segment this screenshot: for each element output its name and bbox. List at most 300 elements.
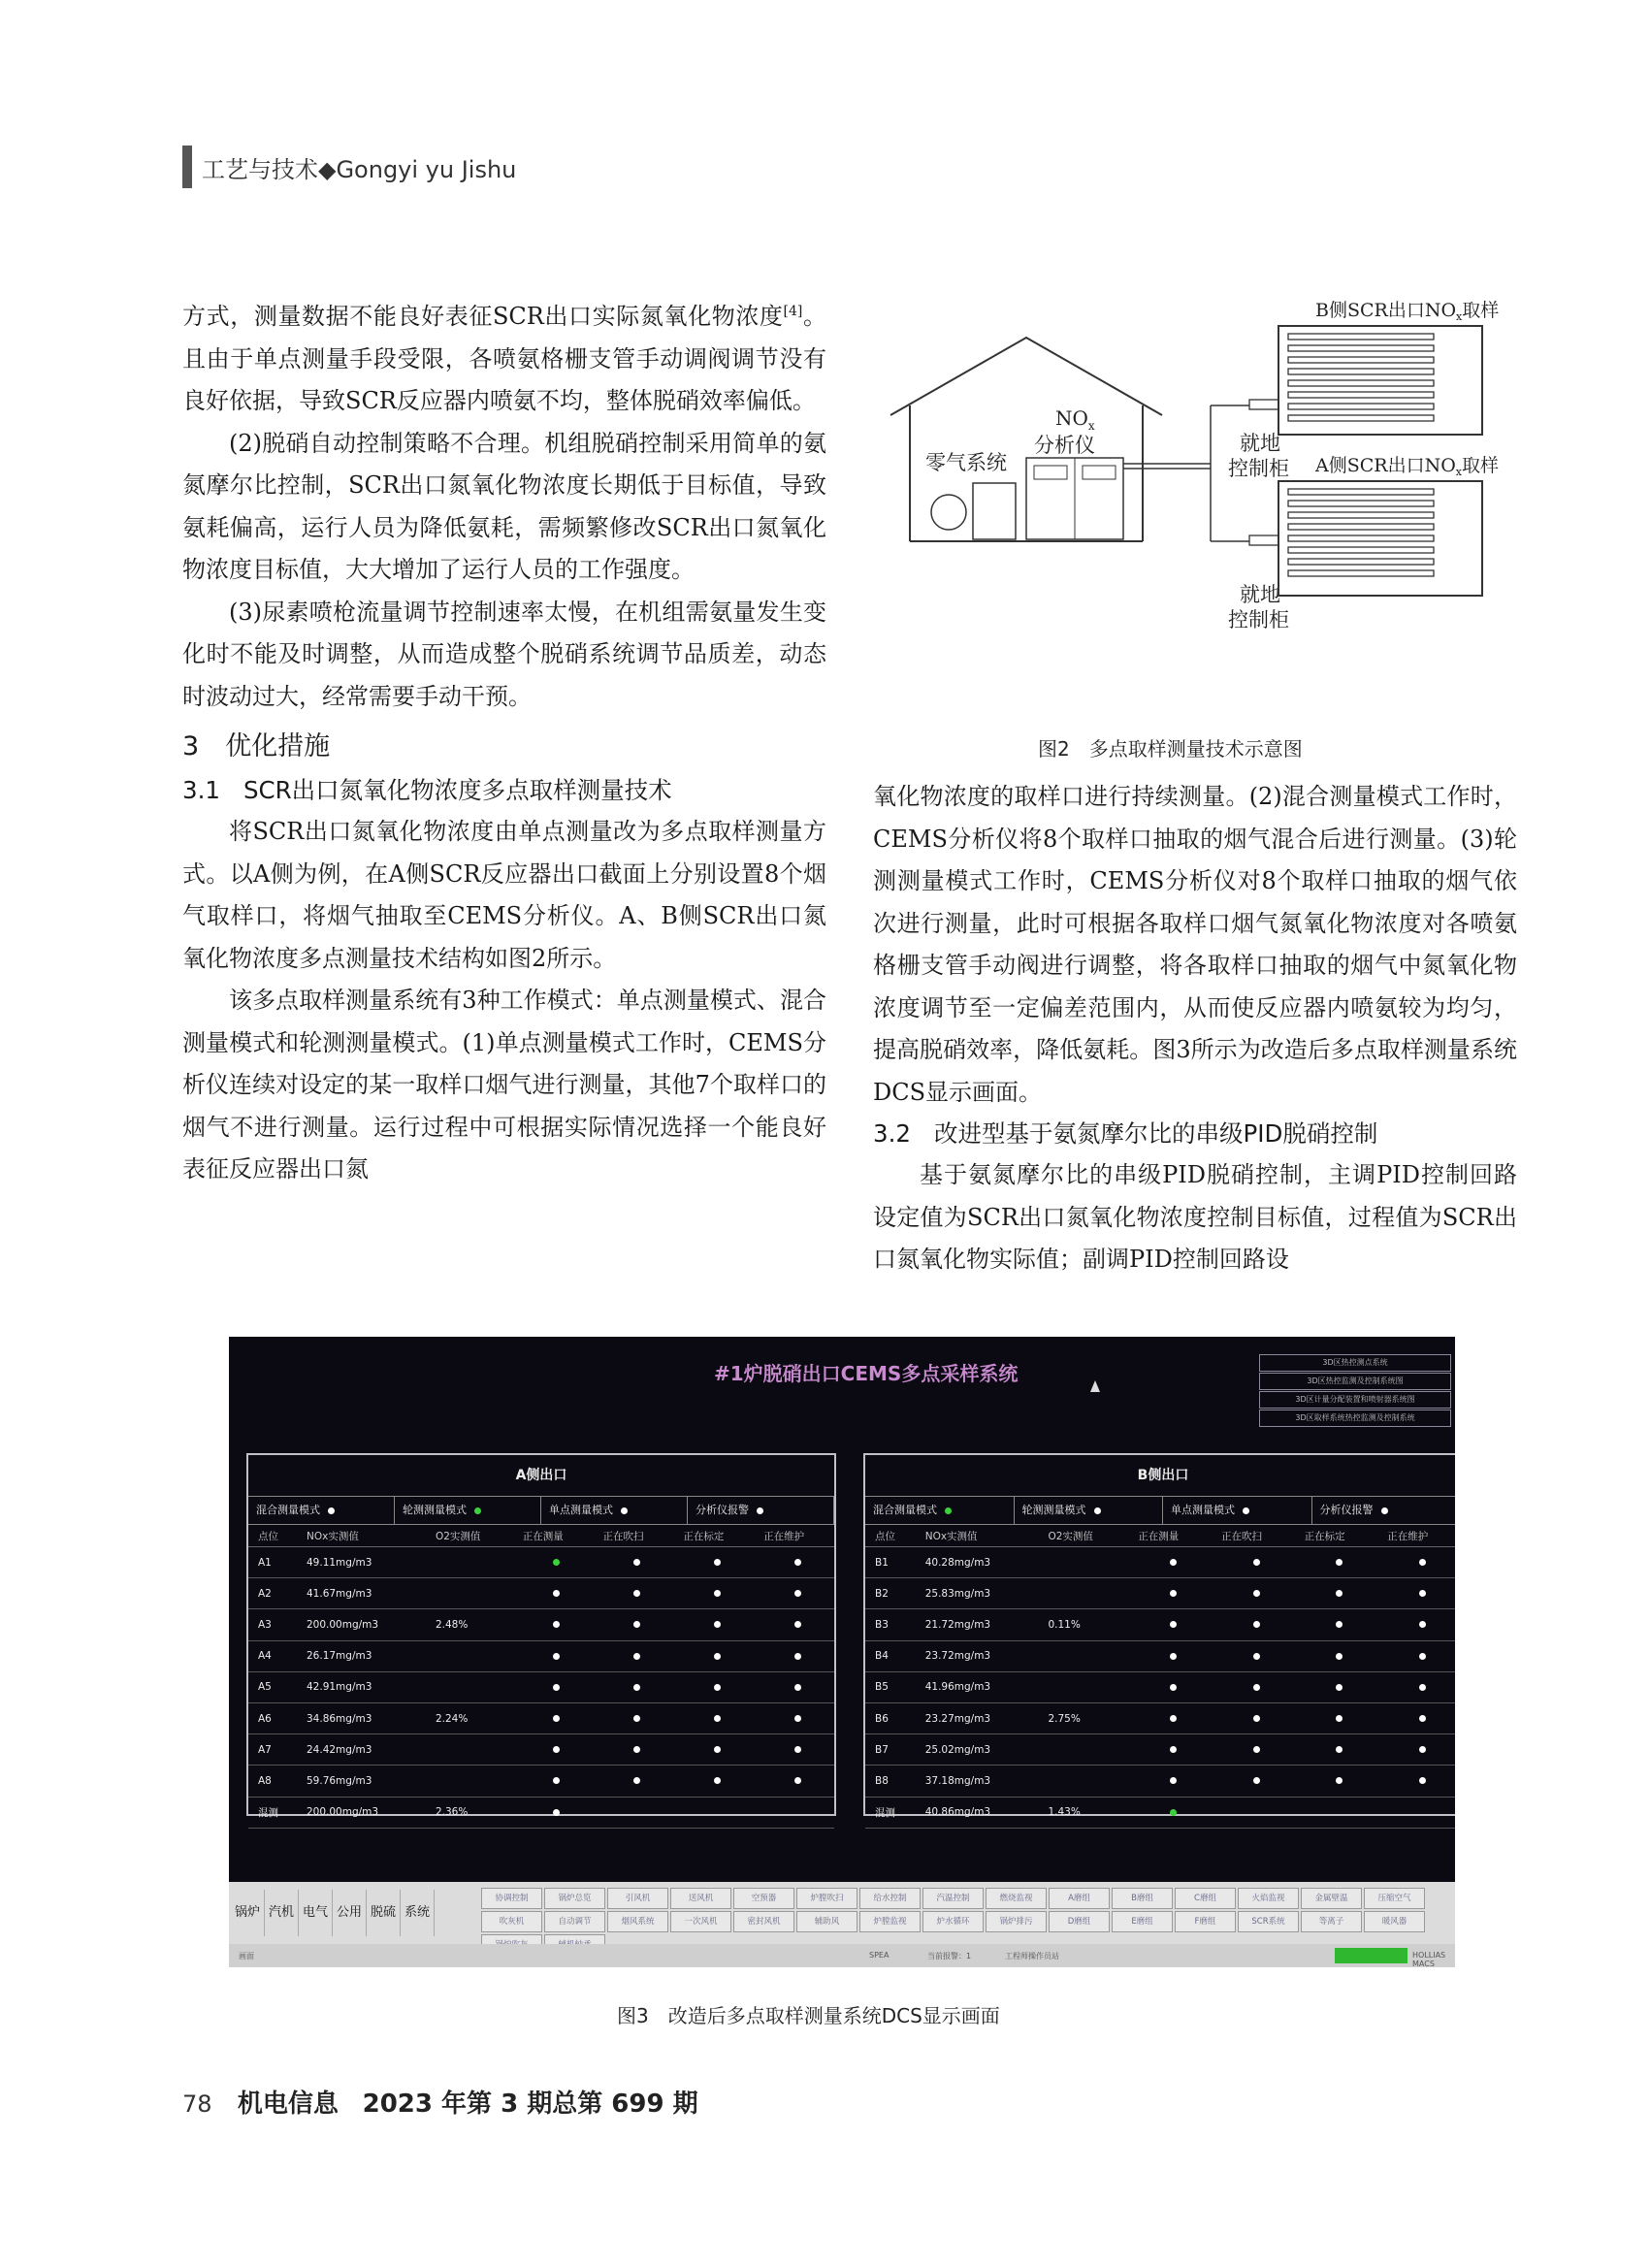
nox-value: 40.28mg/m3 bbox=[916, 1547, 1039, 1578]
nav-button[interactable]: 送风机 bbox=[670, 1888, 731, 1909]
nox-value: 59.76mg/m3 bbox=[297, 1766, 426, 1797]
column-header: NOx实测值 bbox=[297, 1525, 426, 1547]
status-cell bbox=[1128, 1609, 1212, 1640]
table-row bbox=[248, 1578, 834, 1609]
point-id: B2 bbox=[865, 1578, 916, 1609]
status-cell bbox=[673, 1702, 754, 1733]
status-dot bbox=[1336, 1653, 1343, 1660]
status-dot bbox=[553, 1715, 560, 1722]
status-bar bbox=[229, 1944, 1455, 1967]
o2-value bbox=[1038, 1547, 1128, 1578]
nav-button[interactable]: 锅炉排污 bbox=[986, 1911, 1047, 1932]
point-id: 混测 bbox=[248, 1797, 297, 1828]
status-cell bbox=[1295, 1609, 1378, 1640]
status-dot bbox=[1253, 1777, 1260, 1784]
system-button[interactable]: 公用 bbox=[333, 1890, 367, 1936]
status-cell bbox=[1295, 1734, 1378, 1766]
status-cell bbox=[673, 1640, 754, 1671]
status-cell bbox=[594, 1609, 674, 1640]
nav-button[interactable]: 汽温控制 bbox=[922, 1888, 984, 1909]
status-cell bbox=[673, 1547, 754, 1578]
status-cell bbox=[673, 1609, 754, 1640]
status-text: SPEA bbox=[869, 1951, 890, 1960]
paragraph: 该多点取样测量系统有3种工作模式：单点测量模式、混合测量模式和轮测测量模式。(1)单点测量模式工作时，CEMS分析仪连续对设定的某一取样口烟气进行测量，其他7个取样口的烟气不进行测量。运行过程中可根据实际情况选择一个能良好表征反应器出口氮 bbox=[182, 987, 826, 1183]
status-dot bbox=[794, 1559, 801, 1566]
nav-button[interactable]: SCR系统 bbox=[1238, 1911, 1299, 1932]
status-dot bbox=[1336, 1590, 1343, 1597]
page-footer bbox=[182, 2084, 698, 2120]
table-row bbox=[248, 1766, 834, 1797]
status-cell bbox=[1212, 1766, 1295, 1797]
status-cell bbox=[754, 1578, 834, 1609]
status-dot bbox=[794, 1746, 801, 1753]
nav-button[interactable]: 烟风系统 bbox=[607, 1911, 668, 1932]
status-cell bbox=[754, 1547, 834, 1578]
status-dot bbox=[1253, 1653, 1260, 1660]
panel-a bbox=[246, 1453, 836, 1819]
status-cell bbox=[754, 1734, 834, 1766]
status-cell bbox=[1212, 1671, 1295, 1702]
status-dot bbox=[1419, 1653, 1426, 1660]
status-cell bbox=[1295, 1578, 1378, 1609]
status-cell bbox=[513, 1702, 594, 1733]
nav-button[interactable]: E磨组 bbox=[1112, 1911, 1173, 1932]
status-dot bbox=[794, 1621, 801, 1628]
status-cell bbox=[673, 1797, 754, 1828]
status-dot bbox=[1170, 1621, 1177, 1628]
status-dot bbox=[714, 1746, 721, 1753]
system-button[interactable]: 脱硫 bbox=[367, 1890, 401, 1936]
menu-item[interactable]: 3D区热控测点系统 bbox=[1259, 1354, 1451, 1372]
o2-value: 1.43% bbox=[1038, 1797, 1128, 1828]
status-cell bbox=[594, 1578, 674, 1609]
status-dot bbox=[1419, 1559, 1426, 1566]
nox-value: 25.83mg/m3 bbox=[916, 1578, 1039, 1609]
status-cell bbox=[1295, 1797, 1378, 1828]
status-dot bbox=[714, 1559, 721, 1566]
status-dot bbox=[1253, 1590, 1260, 1597]
status-cell bbox=[594, 1797, 674, 1828]
table-row bbox=[865, 1671, 1455, 1702]
status-cell bbox=[1377, 1734, 1455, 1766]
status-indicator bbox=[1335, 1948, 1407, 1963]
analyzer-label: 分析仪 bbox=[1034, 434, 1095, 457]
nav-button[interactable]: 暖风器 bbox=[1364, 1911, 1425, 1932]
cabinet-label: 就地 bbox=[1240, 583, 1280, 606]
column-header: NOx实测值 bbox=[916, 1525, 1039, 1547]
running-header bbox=[182, 146, 516, 188]
nav-button[interactable]: 吹灰机 bbox=[481, 1911, 542, 1932]
status-text: HOLLIAS MACS bbox=[1412, 1951, 1446, 1967]
status-dot bbox=[553, 1653, 560, 1660]
nox-value: 23.72mg/m3 bbox=[916, 1640, 1039, 1671]
menu-item[interactable]: 3D区计量分配装置和喷射器系统图 bbox=[1259, 1391, 1451, 1409]
nav-button[interactable]: F磨组 bbox=[1175, 1911, 1236, 1932]
status-cell bbox=[1128, 1640, 1212, 1671]
nav-button[interactable]: 炉膛吹扫 bbox=[796, 1888, 857, 1909]
status-text: 工程师操作员站 bbox=[1005, 1952, 1059, 1960]
status-dot bbox=[1170, 1746, 1177, 1753]
status-dot bbox=[1419, 1746, 1426, 1753]
nav-button[interactable]: 压缩空气 bbox=[1364, 1888, 1425, 1909]
nav-button[interactable]: D磨组 bbox=[1049, 1911, 1110, 1932]
o2-value bbox=[1038, 1640, 1128, 1671]
citation: [4] bbox=[783, 304, 803, 319]
system-button[interactable]: 电气 bbox=[299, 1890, 333, 1936]
table-row bbox=[248, 1734, 834, 1766]
paragraph: (2)脱硝自动控制策略不合理。机组脱硝控制采用简单的氨氮摩尔比控制，SCR出口氮氧化物浓度长期低于目标值，导致氨耗偏高，运行人员为降低氨耗，需频繁修改SCR出口氮氧化物浓度目标值，大大增加了运行人员的工作强度。 bbox=[182, 429, 826, 583]
status-dot bbox=[633, 1746, 640, 1753]
status-dot-green bbox=[553, 1559, 560, 1566]
column-header: 正在标定 bbox=[673, 1525, 754, 1547]
status-dot bbox=[794, 1777, 801, 1784]
point-id: A3 bbox=[248, 1609, 297, 1640]
nav-button[interactable]: 引风机 bbox=[607, 1888, 668, 1909]
status-dot bbox=[553, 1590, 560, 1597]
status-dot bbox=[1170, 1684, 1177, 1691]
nox-value: 34.86mg/m3 bbox=[297, 1702, 426, 1733]
status-dot bbox=[714, 1653, 721, 1660]
status-cell bbox=[513, 1609, 594, 1640]
status-dot bbox=[633, 1559, 640, 1566]
status-dot bbox=[794, 1684, 801, 1691]
status-dot bbox=[633, 1653, 640, 1660]
o2-value bbox=[1038, 1734, 1128, 1766]
status-dot bbox=[553, 1621, 560, 1628]
column-header: 正在维护 bbox=[1377, 1525, 1455, 1547]
nav-button[interactable]: 空预器 bbox=[733, 1888, 794, 1909]
status-dot bbox=[1336, 1777, 1343, 1784]
status-dot bbox=[328, 1507, 335, 1514]
cabinet-label: 控制柜 bbox=[1228, 608, 1289, 632]
panel-title: A侧出口 bbox=[248, 1455, 834, 1497]
status-dot bbox=[1419, 1590, 1426, 1597]
point-id: B7 bbox=[865, 1734, 916, 1766]
status-dot bbox=[794, 1715, 801, 1722]
column-header: O2实测值 bbox=[426, 1525, 513, 1547]
text: 方式，测量数据不能良好表征SCR出口实际氮氧化物浓度 bbox=[182, 303, 784, 330]
status-cell bbox=[1128, 1671, 1212, 1702]
status-cell bbox=[754, 1609, 834, 1640]
section-heading-3-2 bbox=[873, 1114, 1517, 1154]
table-row bbox=[865, 1766, 1455, 1797]
status-dot bbox=[1336, 1621, 1343, 1628]
paragraph: 氧化物浓度的取样口进行持续测量。(2)混合测量模式工作时，CEMS分析仪将8个取样口抽取的烟气混合后进行测量。(3)轮测测量模式工作时，CEMS分析仪对8个取样口抽取的烟气依次进行测量，此时可根据各取样口烟气氮氧化物浓度对各喷氨格栅支管手动阀进行调整，将各取样口抽取的烟气中氮氧化物浓度调节至一定偏差范围内，从而使反应器内喷氨较为均匀，提高脱硝效率，降低氨耗。图3所示为改造后多点取样测量系统DCS显示画面。 bbox=[873, 783, 1517, 1106]
nav-button[interactable]: B磨组 bbox=[1112, 1888, 1173, 1909]
status-dot bbox=[714, 1684, 721, 1691]
status-cell bbox=[1128, 1734, 1212, 1766]
status-dot bbox=[1419, 1715, 1426, 1722]
point-id: A2 bbox=[248, 1578, 297, 1609]
nav-button[interactable]: 给水控制 bbox=[859, 1888, 921, 1909]
o2-value bbox=[426, 1734, 513, 1766]
status-dot bbox=[757, 1507, 763, 1514]
status-dot bbox=[1253, 1684, 1260, 1691]
status-cell bbox=[1377, 1609, 1455, 1640]
point-id: A8 bbox=[248, 1766, 297, 1797]
table-row bbox=[248, 1609, 834, 1640]
dcs-nav-bar bbox=[229, 1882, 1455, 1967]
mode-indicator[interactable]: 分析仪报警 bbox=[1312, 1497, 1456, 1524]
status-dot bbox=[1336, 1715, 1343, 1722]
status-dot bbox=[714, 1777, 721, 1784]
status-cell bbox=[513, 1766, 594, 1797]
status-cell bbox=[1295, 1640, 1378, 1671]
nav-button[interactable]: 辅助风 bbox=[796, 1911, 857, 1932]
status-dot bbox=[1170, 1559, 1177, 1566]
system-button[interactable]: 汽机 bbox=[265, 1890, 299, 1936]
nox-value: 41.67mg/m3 bbox=[297, 1578, 426, 1609]
menu-item[interactable]: 3D区热控监测及控制系统图 bbox=[1259, 1373, 1451, 1390]
nox-value: 23.27mg/m3 bbox=[916, 1702, 1039, 1733]
o2-value bbox=[426, 1640, 513, 1671]
column-header: 正在测量 bbox=[1128, 1525, 1212, 1547]
point-id: B6 bbox=[865, 1702, 916, 1733]
figure-2-diagram bbox=[881, 299, 1515, 710]
point-id: B4 bbox=[865, 1640, 916, 1671]
menu-item[interactable]: 3D区取样系统热控监测及控制系统 bbox=[1259, 1409, 1451, 1427]
status-dot bbox=[1253, 1746, 1260, 1753]
status-cell bbox=[1295, 1702, 1378, 1733]
nav-button[interactable]: 一次风机 bbox=[670, 1911, 731, 1932]
dcs-menu bbox=[1259, 1354, 1451, 1428]
status-dot bbox=[1381, 1507, 1388, 1514]
b-side-label: B侧SCR出口$NO_x$取样 bbox=[1315, 300, 1500, 323]
nav-button[interactable]: 等离子 bbox=[1301, 1911, 1362, 1932]
column-header: 正在吹扫 bbox=[1212, 1525, 1295, 1547]
mode-indicator[interactable]: 单点测量模式 bbox=[541, 1497, 688, 1524]
paragraph: 将SCR出口氮氧化物浓度由单点测量改为多点取样测量方式。以A侧为例，在A侧SCR反应器出口截面上分别设置8个烟气取样口，将烟气抽取至CEMS分析仪。A、B侧SCR出口氮氧化物浓度多点测量技术结构如图2所示。 bbox=[182, 818, 826, 972]
nav-button[interactable]: 锅炉总览 bbox=[544, 1888, 605, 1909]
o2-value bbox=[426, 1671, 513, 1702]
column-header: 点位 bbox=[865, 1525, 916, 1547]
nav-button[interactable]: 协调控制 bbox=[481, 1888, 542, 1909]
panel-b bbox=[863, 1453, 1455, 1819]
figure-3-caption: 图3 改造后多点取样测量系统DCS显示画面 bbox=[617, 2004, 1000, 2027]
nav-button[interactable]: A磨组 bbox=[1049, 1888, 1110, 1909]
status-cell bbox=[1128, 1547, 1212, 1578]
nav-button[interactable]: 炉水循环 bbox=[922, 1911, 984, 1932]
status-dot bbox=[1094, 1507, 1101, 1514]
status-cell bbox=[513, 1640, 594, 1671]
mode-row bbox=[865, 1497, 1455, 1525]
section-number: 3.1 bbox=[182, 776, 220, 804]
table-row bbox=[248, 1797, 834, 1828]
status-cell bbox=[513, 1734, 594, 1766]
figure-2 bbox=[881, 299, 1515, 710]
status-cell bbox=[673, 1766, 754, 1797]
status-dot bbox=[1336, 1559, 1343, 1566]
system-buttons bbox=[231, 1890, 435, 1936]
status-dot bbox=[633, 1684, 640, 1691]
nox-value: 42.91mg/m3 bbox=[297, 1671, 426, 1702]
mode-indicator[interactable]: 分析仪报警 bbox=[688, 1497, 834, 1524]
status-dot bbox=[794, 1653, 801, 1660]
status-cell bbox=[594, 1734, 674, 1766]
status-cell bbox=[1212, 1578, 1295, 1609]
status-dot bbox=[553, 1684, 560, 1691]
status-cell bbox=[754, 1640, 834, 1671]
status-dot bbox=[1170, 1590, 1177, 1597]
status-cell bbox=[513, 1547, 594, 1578]
nox-label: $NO_x$ bbox=[1055, 406, 1095, 433]
header-bar bbox=[182, 146, 192, 188]
column-header: O2实测值 bbox=[1038, 1525, 1128, 1547]
column-header: 正在测量 bbox=[513, 1525, 594, 1547]
text: 。且由于单点测量手段受限，各喷氨格栅支管手动调阀调节没有良好依据，导致SCR反应器内喷氨不均，整体脱硝效率偏低。 bbox=[182, 303, 827, 414]
status-dot bbox=[1419, 1684, 1426, 1691]
status-cell bbox=[1128, 1702, 1212, 1733]
status-dot bbox=[1170, 1715, 1177, 1722]
header-text: 工艺与技术◆Gongyi yu Jishu bbox=[202, 155, 517, 183]
status-cell bbox=[513, 1671, 594, 1702]
status-cell bbox=[1295, 1671, 1378, 1702]
o2-value bbox=[426, 1766, 513, 1797]
nox-value: 49.11mg/m3 bbox=[297, 1547, 426, 1578]
status-cell bbox=[754, 1766, 834, 1797]
mode-indicator[interactable]: 混合测量模式 bbox=[865, 1497, 1015, 1524]
status-cell bbox=[1377, 1640, 1455, 1671]
o2-value: 2.48% bbox=[426, 1609, 513, 1640]
point-id: 混测 bbox=[865, 1797, 916, 1828]
journal-name: 机电信息 bbox=[237, 2090, 339, 2119]
status-cell bbox=[754, 1702, 834, 1733]
status-cell bbox=[513, 1578, 594, 1609]
nav-button[interactable]: 炉膛监视 bbox=[859, 1911, 921, 1932]
data-table bbox=[865, 1525, 1455, 1829]
table-row bbox=[865, 1640, 1455, 1671]
nox-value: 24.42mg/m3 bbox=[297, 1734, 426, 1766]
status-cell bbox=[513, 1797, 594, 1828]
nav-button[interactable]: 燃烧监视 bbox=[986, 1888, 1047, 1909]
table-row bbox=[865, 1609, 1455, 1640]
paragraph: (3)尿素喷枪流量调节控制速率太慢，在机组需氨量发生变化时不能及时调整，从而造成整个脱硝系统调节品质差，动态时波动过大，经常需要手动干预。 bbox=[182, 598, 826, 710]
nox-value: 200.00mg/m3 bbox=[297, 1797, 426, 1828]
mode-indicator[interactable]: 混合测量模式 bbox=[248, 1497, 395, 1524]
nox-value: 200.00mg/m3 bbox=[297, 1609, 426, 1640]
nox-value: 25.02mg/m3 bbox=[916, 1734, 1039, 1766]
status-cell bbox=[1212, 1797, 1295, 1828]
section-number: 3.2 bbox=[873, 1119, 911, 1148]
dcs-title: #1炉脱硝出口CEMS多点采样系统 bbox=[714, 1362, 1019, 1385]
status-cell bbox=[1377, 1671, 1455, 1702]
nox-value: 40.86mg/m3 bbox=[916, 1797, 1039, 1828]
o2-value bbox=[1038, 1671, 1128, 1702]
status-dot-green bbox=[1170, 1809, 1177, 1816]
status-dot bbox=[553, 1746, 560, 1753]
nav-button[interactable]: C磨组 bbox=[1175, 1888, 1236, 1909]
data-table bbox=[248, 1525, 834, 1829]
status-cell bbox=[673, 1734, 754, 1766]
status-cell bbox=[594, 1640, 674, 1671]
page-number: 78 bbox=[182, 2090, 212, 2118]
status-cell bbox=[1128, 1766, 1212, 1797]
o2-value: 0.11% bbox=[1038, 1609, 1128, 1640]
point-id: A1 bbox=[248, 1547, 297, 1578]
status-dot bbox=[1243, 1507, 1249, 1514]
section-heading-3: 3 优化措施 bbox=[182, 731, 331, 761]
table-row bbox=[865, 1797, 1455, 1828]
status-dot bbox=[1170, 1777, 1177, 1784]
table-row bbox=[865, 1734, 1455, 1766]
mode-indicator[interactable]: 轮测测量模式 bbox=[1015, 1497, 1164, 1524]
nav-button[interactable]: 金属壁温 bbox=[1301, 1888, 1362, 1909]
paragraph: 基于氨氮摩尔比的串级PID脱硝控制，主调PID控制回路设定值为SCR出口氮氧化物浓度控制目标值，过程值为SCR出口氮氧化物实际值；副调PID控制回路设 bbox=[873, 1161, 1517, 1273]
column-header: 正在吹扫 bbox=[594, 1525, 674, 1547]
status-cell bbox=[1212, 1640, 1295, 1671]
system-button[interactable]: 系统 bbox=[401, 1890, 435, 1936]
point-id: A4 bbox=[248, 1640, 297, 1671]
status-cell bbox=[1212, 1734, 1295, 1766]
mode-indicator[interactable]: 轮测测量模式 bbox=[395, 1497, 541, 1524]
cabinet-label: 就地 bbox=[1240, 432, 1280, 455]
status-cell bbox=[754, 1797, 834, 1828]
mouse-cursor-icon bbox=[1090, 1380, 1100, 1392]
nox-value: 26.17mg/m3 bbox=[297, 1640, 426, 1671]
section-title: 改进型基于氨氮摩尔比的串级PID脱硝控制 bbox=[933, 1119, 1378, 1148]
status-dot bbox=[1336, 1746, 1343, 1753]
status-dot bbox=[1419, 1621, 1426, 1628]
nav-button[interactable]: 自动调节 bbox=[544, 1911, 605, 1932]
status-cell bbox=[1377, 1702, 1455, 1733]
status-text: 当前报警：1 bbox=[927, 1952, 972, 1960]
table-row bbox=[865, 1702, 1455, 1733]
status-dot bbox=[621, 1507, 628, 1514]
point-id: B8 bbox=[865, 1766, 916, 1797]
status-cell bbox=[594, 1671, 674, 1702]
o2-value: 2.36% bbox=[426, 1797, 513, 1828]
status-cell bbox=[1377, 1547, 1455, 1578]
status-dot bbox=[633, 1715, 640, 1722]
nox-value: 41.96mg/m3 bbox=[916, 1671, 1039, 1702]
paragraph bbox=[182, 291, 826, 423]
table-row bbox=[248, 1702, 834, 1733]
status-dot-green bbox=[474, 1507, 481, 1514]
o2-value bbox=[1038, 1766, 1128, 1797]
column-header: 正在维护 bbox=[754, 1525, 834, 1547]
o2-value bbox=[1038, 1578, 1128, 1609]
status-cell bbox=[1295, 1766, 1378, 1797]
nav-button[interactable]: 密封风机 bbox=[733, 1911, 794, 1932]
status-dot-green bbox=[945, 1507, 952, 1514]
nox-value: 21.72mg/m3 bbox=[916, 1609, 1039, 1640]
point-id: B3 bbox=[865, 1609, 916, 1640]
system-button[interactable]: 锅炉 bbox=[231, 1890, 265, 1936]
cabinet-label: 控制柜 bbox=[1228, 457, 1289, 480]
table-row bbox=[865, 1578, 1455, 1609]
panel-title: B侧出口 bbox=[865, 1455, 1455, 1497]
column-header: 点位 bbox=[248, 1525, 297, 1547]
point-id: B1 bbox=[865, 1547, 916, 1578]
figure-2-caption: 图2 多点取样测量技术示意图 bbox=[1038, 737, 1303, 761]
status-cell bbox=[1128, 1578, 1212, 1609]
nav-button[interactable]: 火焰监视 bbox=[1238, 1888, 1299, 1909]
point-id: A5 bbox=[248, 1671, 297, 1702]
nox-value: 37.18mg/m3 bbox=[916, 1766, 1039, 1797]
section-title: SCR出口氮氧化物浓度多点取样测量技术 bbox=[243, 776, 672, 804]
table-row bbox=[248, 1671, 834, 1702]
point-id: A6 bbox=[248, 1702, 297, 1733]
section-heading-3-1 bbox=[182, 770, 826, 811]
status-cell bbox=[594, 1547, 674, 1578]
status-cell bbox=[1212, 1609, 1295, 1640]
status-cell bbox=[1212, 1547, 1295, 1578]
right-column bbox=[873, 776, 1517, 1281]
status-dot bbox=[1170, 1653, 1177, 1660]
mode-indicator[interactable]: 单点测量模式 bbox=[1163, 1497, 1312, 1524]
issue-info: 2023 年第 3 期总第 699 期 bbox=[362, 2090, 698, 2119]
status-dot bbox=[1253, 1715, 1260, 1722]
